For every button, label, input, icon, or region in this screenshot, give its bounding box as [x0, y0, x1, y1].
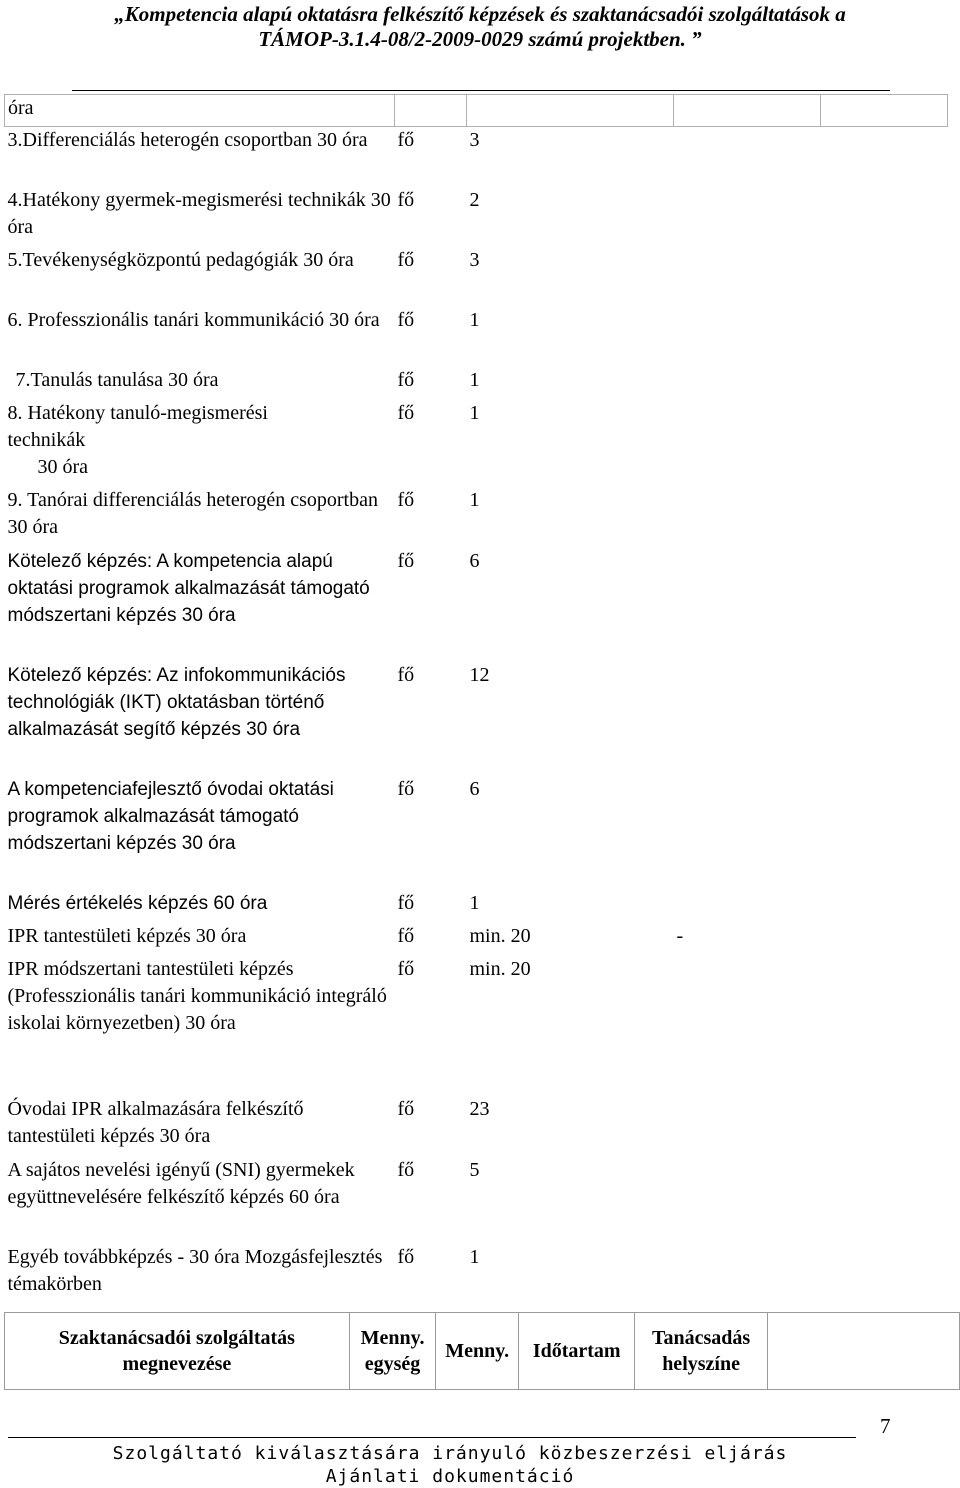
qty-cell: 2: [469, 188, 480, 211]
location-cell: [821, 923, 948, 956]
qty-cell: 1: [469, 368, 480, 391]
qty-cell: min. 20: [469, 924, 531, 947]
unit-cell: fő: [397, 1158, 415, 1181]
qty-cell: 1: [469, 1245, 480, 1268]
training-name: 4.Hatékony gyermek-megismerési technikák 30 óra: [7, 188, 391, 238]
unit-cell: fő: [397, 1097, 415, 1120]
location-cell: [821, 956, 948, 1096]
unit-cell: fő: [397, 401, 415, 424]
training-name: A kompetenciafejlesztő óvodai oktatási programok alkalmazását támogató módszertani képzés 30 óra: [7, 778, 334, 854]
table-row: [5, 400, 948, 487]
unit-cell: fő: [397, 663, 415, 686]
duration-cell: [674, 1244, 821, 1304]
qty-cell: 1: [469, 401, 480, 424]
footer-line-1: Szolgáltató kiválasztására irányuló közbeszerzési eljárás: [112, 1443, 788, 1464]
footer-rule: [8, 1437, 856, 1438]
quantity-header: Menny.: [436, 1313, 519, 1390]
duration-cell: [674, 95, 821, 127]
unit-cell: fő: [397, 188, 415, 211]
empty-header: [767, 1313, 959, 1390]
training-name: 6. Professzionális tanári kommunikáció 30 óra: [7, 308, 380, 331]
location-cell: [821, 662, 948, 776]
unit-cell: [395, 95, 467, 127]
qty-cell: [467, 95, 674, 127]
training-name: 9. Tanórai differenciálás heterogén csoportban 30 óra: [7, 488, 378, 538]
location-cell: [821, 187, 948, 247]
location-header: Tanácsadás helyszíne: [635, 1313, 767, 1390]
table-row: [5, 367, 948, 400]
training-name: 5.Tevékenységközpontú pedagógiák 30 óra: [7, 248, 354, 271]
location-cell: [821, 776, 948, 890]
qty-cell: 3: [469, 248, 480, 271]
table-row: [5, 127, 948, 187]
unit-cell: fő: [397, 1245, 415, 1268]
location-cell: [821, 1096, 948, 1157]
table-row: [5, 307, 948, 367]
location-cell: [821, 127, 948, 187]
location-cell: [821, 548, 948, 662]
unit-cell: fő: [397, 488, 415, 511]
training-name: 3.Differenciálás heterogén csoportban 30 óra: [7, 129, 368, 151]
qty-cell: min. 20: [469, 957, 531, 980]
table-row: [5, 890, 948, 923]
training-name: Óvodai IPR alkalmazására felkészítő tantestületi képzés 30 óra: [7, 1097, 304, 1147]
training-hours: 30 óra: [37, 455, 89, 478]
qty-cell: 23: [469, 1097, 490, 1120]
qty-cell: 5: [469, 1158, 480, 1181]
header-line-1: „Kompetencia alapú oktatásra felkészítő képzések és szaktanácsadói szolgáltatások a: [114, 2, 846, 26]
location-cell: [821, 307, 948, 367]
page-number: 7: [880, 1414, 891, 1438]
location-cell: [821, 367, 948, 400]
duration-cell: [674, 307, 821, 367]
qty-cell: 6: [469, 777, 480, 800]
table-row: [5, 776, 948, 890]
training-name: IPR tantestületi képzés 30 óra: [7, 924, 247, 947]
training-name: Kötelező képzés: A kompetencia alapú oktatási programok alkalmazását támogató módszertani képzés 30 óra: [7, 550, 370, 626]
unit-cell: fő: [397, 368, 415, 391]
qty-cell: 1: [469, 308, 480, 331]
duration-cell: [674, 187, 821, 247]
table-row: [5, 662, 948, 776]
qty-cell: 1: [469, 488, 480, 511]
duration-header: Időtartam: [519, 1313, 635, 1390]
duration-cell: [674, 247, 821, 307]
document-footer: [0, 1442, 900, 1488]
location-cell: [821, 487, 948, 548]
location-cell: [821, 247, 948, 307]
duration-cell: [674, 776, 821, 890]
qty-cell: 1: [469, 891, 480, 914]
duration-cell: [674, 890, 821, 923]
unit-cell: fő: [397, 248, 415, 271]
training-name: [5, 367, 395, 400]
header-rule: [72, 90, 890, 91]
table-row: [5, 956, 948, 1096]
training-name-text: 7.Tanulás tanulása 30 óra: [15, 368, 219, 391]
unit-cell: fő: [397, 777, 415, 800]
footer-line-2: Ajánlati dokumentáció: [325, 1466, 575, 1487]
duration-cell: [674, 1096, 821, 1157]
service-header-row: [5, 1313, 960, 1390]
training-name: óra: [5, 95, 395, 127]
duration-cell: -: [676, 924, 684, 947]
qty-cell: 6: [469, 549, 480, 572]
unit-cell: fő: [397, 891, 415, 914]
training-table: [4, 94, 948, 1304]
location-cell: [821, 1244, 948, 1304]
qty-cell: 3: [469, 129, 480, 151]
training-name: Egyéb továbbképzés - 30 óra Mozgásfejlesztés témakörben: [7, 1245, 383, 1295]
table-row: [5, 923, 948, 956]
training-name: IPR módszertani tantestületi képzés (Professzionális tanári kommunikáció integráló iskolai környezetben) 30 óra: [7, 957, 387, 1034]
location-cell: [821, 95, 948, 127]
unit-cell: fő: [397, 308, 415, 331]
training-name-text: 8. Hatékony tanuló-megismerési technikák: [7, 401, 268, 451]
duration-cell: [674, 662, 821, 776]
table-row: [5, 187, 948, 247]
table-row: [5, 1244, 948, 1304]
unit-cell: fő: [397, 549, 415, 572]
unit-header: Menny. egység: [349, 1313, 436, 1390]
table-row: [5, 1096, 948, 1157]
training-name: Mérés értékelés képzés 60 óra: [7, 892, 268, 914]
duration-cell: [674, 487, 821, 548]
service-name-header: Szaktanácsadói szolgáltatás megnevezése: [5, 1313, 350, 1390]
duration-cell: [674, 548, 821, 662]
qty-cell: 12: [469, 663, 490, 686]
duration-cell: [674, 1157, 821, 1244]
location-cell: [821, 890, 948, 923]
service-table-header: [4, 1312, 960, 1390]
table-row: [5, 487, 948, 548]
header-line-2: TÁMOP-3.1.4-08/2-2009-0029 számú projektben. ”: [258, 27, 702, 51]
unit-cell: fő: [397, 957, 415, 980]
duration-cell: [674, 400, 821, 487]
unit-cell: fő: [397, 129, 415, 151]
training-name: [5, 400, 395, 487]
duration-cell: [674, 127, 821, 187]
training-name: Kötelező képzés: Az infokommunikációs technológiák (IKT) oktatásban történő alkalmazását segítő képzés 30 óra: [7, 664, 346, 740]
table-row: [5, 247, 948, 307]
training-name: A sajátos nevelési igényű (SNI) gyermekek együttnevelésére felkészítő képzés 60 óra: [7, 1158, 355, 1208]
location-cell: [821, 400, 948, 487]
unit-cell: fő: [397, 924, 415, 947]
location-cell: [821, 1157, 948, 1244]
table-row: [5, 95, 948, 127]
table-row: [5, 548, 948, 662]
duration-cell: [674, 367, 821, 400]
table-row: [5, 1157, 948, 1244]
duration-cell: [674, 956, 821, 1096]
